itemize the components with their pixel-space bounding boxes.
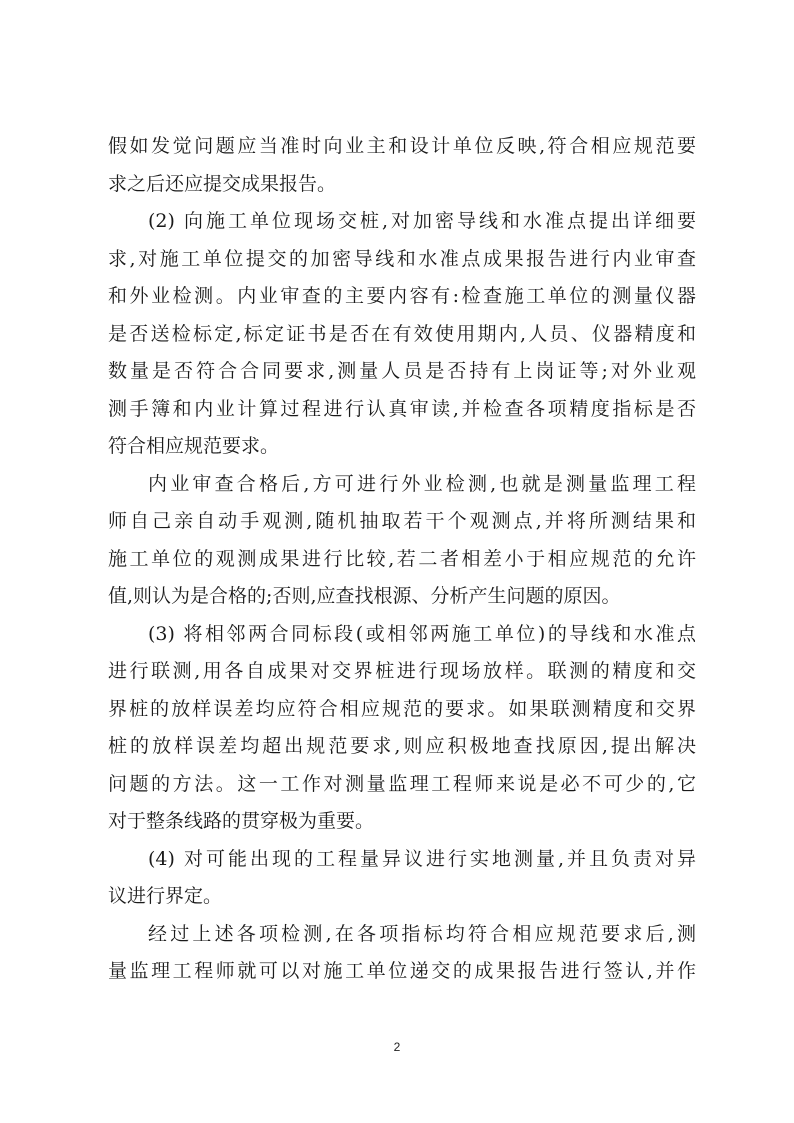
text-line: 测手簿和内业计算过程进行认真审读,并检查各项精度指标是否 — [108, 397, 696, 420]
text-line: 施工单位的观测成果进行比较,若二者相差小于相应规范的允许 — [108, 547, 696, 570]
text-line: (4) 对可能出现的工程量异议进行实地测量,并且负责对异 — [148, 847, 696, 870]
page-number: 2 — [393, 1040, 401, 1054]
text-line: 界桩的放样误差均应符合相应规范的要求。如果联测精度和交界 — [108, 697, 696, 720]
text-line: 是否送检标定,标定证书是否在有效使用期内,人员、仪器精度和 — [108, 322, 696, 345]
body-text — [108, 128, 696, 991]
text-line: 求之后还应提交成果报告。 — [108, 172, 337, 195]
text-line: 和外业检测。内业审查的主要内容有:检查施工单位的测量仪器 — [108, 285, 696, 307]
text-line: 求,对施工单位提交的加密导线和水准点成果报告进行内业审查 — [108, 247, 696, 270]
text-line: 经过上述各项检测,在各项指标均符合相应规范要求后,测 — [148, 922, 696, 945]
text-line: 数量是否符合合同要求,测量人员是否持有上岗证等;对外业观 — [108, 360, 696, 382]
text-line: 量监理工程师就可以对施工单位递交的成果报告进行签认,并作 — [108, 960, 696, 982]
text-line: (2) 向施工单位现场交桩,对加密导线和水准点提出详细要 — [148, 210, 696, 232]
text-line: 桩的放样误差均超出规范要求,则应积极地查找原因,提出解决 — [108, 735, 696, 757]
text-line: 师自己亲自动手观测,随机抽取若干个观测点,并将所测结果和 — [108, 510, 696, 532]
text-line: 议进行界定。 — [108, 885, 223, 907]
text-line: (3) 将相邻两合同标段(或相邻两施工单位)的导线和水准点 — [148, 622, 696, 645]
text-line: 符合相应规范要求。 — [108, 435, 280, 457]
text-line: 问题的方法。这一工作对测量监理工程师来说是必不可少的,它 — [108, 772, 696, 795]
text-line: 进行联测,用各自成果对交界桩进行现场放样。联测的精度和交 — [108, 660, 696, 682]
text-line: 假如发觉问题应当准时向业主和设计单位反映,符合相应规范要 — [108, 135, 696, 157]
text-line: 内业审查合格后,方可进行外业检测,也就是测量监理工程 — [148, 472, 696, 495]
text-line: 对于整条线路的贯穿极为重要。 — [108, 810, 375, 832]
text-line: 值,则认为是合格的;否则,应查找根源、分析产生问题的原因。 — [108, 585, 621, 607]
